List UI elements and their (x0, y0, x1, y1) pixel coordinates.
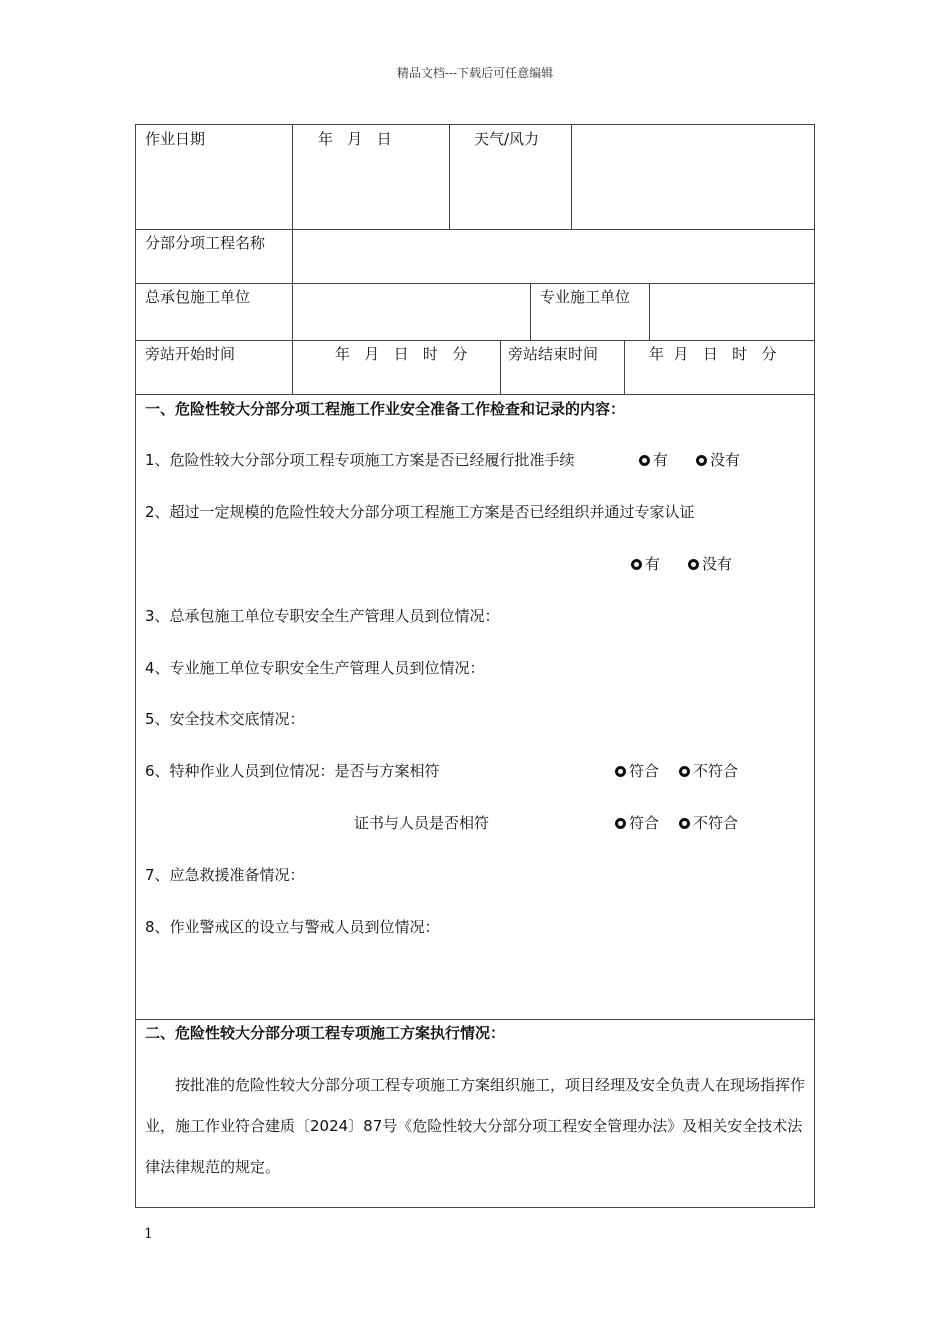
item-2: 2、超过一定规模的危险性较大分部分项工程施工方案是否已经组织并通过专家认证 (145, 503, 695, 521)
general-contractor-field[interactable] (301, 287, 523, 335)
col-divider (500, 340, 501, 394)
col-divider (292, 229, 293, 283)
radio-icon (631, 559, 642, 570)
date-field[interactable]: 年 月 日 (318, 130, 392, 148)
weather-label: 天气/风力 (474, 130, 540, 148)
item-6b: 证书与人员是否相符 (354, 814, 490, 832)
col-divider (292, 340, 293, 394)
col-divider (530, 283, 531, 340)
supervision-end-field[interactable]: 年 月 日 时 分 (649, 345, 777, 363)
supervision-start-label: 旁站开始时间 (145, 345, 236, 363)
item-3: 3、总承包施工单位专职安全生产管理人员到位情况： (145, 607, 500, 625)
col-divider (649, 283, 650, 340)
section2-paragraph: 按批准的危险性较大分部分项工程专项施工方案组织施工，项目经理及安全负责人在现场指挥作业，施工作业符合建质〔2024〕87号《危险性较大分部分项工程安全管理办法》及相关安全技术法律法律规范的规定。 (145, 1076, 806, 1176)
item-6: 6、特种作业人员到位情况：是否与方案相符 (145, 762, 440, 780)
specialty-contractor-label: 专业施工单位 (540, 288, 631, 306)
page-header: 精品文档---下载后可任意编辑 (396, 66, 554, 80)
row-divider (136, 394, 814, 395)
page-number: 1 (144, 1226, 153, 1242)
col-divider (449, 125, 450, 229)
item6b-nomatch-option[interactable]: 不符合 (679, 813, 738, 833)
col-divider (624, 340, 625, 394)
radio-icon (688, 559, 699, 570)
item1-yes-option[interactable]: 有 (639, 450, 668, 470)
section2-title: 二、危险性较大分部分项工程专项施工方案执行情况： (145, 1024, 506, 1042)
radio-icon (679, 766, 690, 777)
general-contractor-label: 总承包施工单位 (145, 288, 251, 306)
row-divider (136, 229, 814, 230)
project-name-field[interactable] (301, 233, 809, 277)
supervision-record-table (135, 124, 815, 1208)
specialty-contractor-field[interactable] (658, 287, 808, 335)
item-8: 8、作业警戒区的设立与警戒人员到位情况： (145, 918, 440, 936)
item6-nomatch-option[interactable]: 不符合 (679, 761, 738, 781)
supervision-end-label: 旁站结束时间 (508, 345, 599, 363)
weather-field[interactable] (580, 129, 810, 221)
item-7: 7、应急救援准备情况： (145, 866, 305, 884)
row-divider (136, 1019, 814, 1020)
item2-yes-option[interactable]: 有 (631, 554, 660, 574)
radio-icon (696, 455, 707, 466)
item1-no-option[interactable]: 没有 (696, 450, 740, 470)
item-1: 1、危险性较大分部分项工程专项施工方案是否已经履行批准手续 (145, 451, 575, 469)
radio-icon (639, 455, 650, 466)
item6b-match-option[interactable]: 符合 (615, 813, 659, 833)
date-label: 作业日期 (145, 130, 206, 148)
radio-icon (679, 818, 690, 829)
item2-no-option[interactable]: 没有 (688, 554, 732, 574)
radio-icon (615, 766, 626, 777)
row-divider (136, 340, 814, 341)
supervision-start-field[interactable]: 年 月 日 时 分 (335, 345, 468, 363)
radio-icon (615, 818, 626, 829)
item6-match-option[interactable]: 符合 (615, 761, 659, 781)
col-divider (292, 125, 293, 229)
row-divider (136, 283, 814, 284)
item-4: 4、专业施工单位专职安全生产管理人员到位情况： (145, 659, 485, 677)
section1-title: 一、危险性较大分部分项工程施工作业安全准备工作检查和记录的内容： (145, 400, 626, 418)
col-divider (571, 125, 572, 229)
col-divider (292, 283, 293, 340)
item-5: 5、安全技术交底情况： (145, 710, 305, 728)
project-name-label: 分部分项工程名称 (145, 234, 266, 252)
